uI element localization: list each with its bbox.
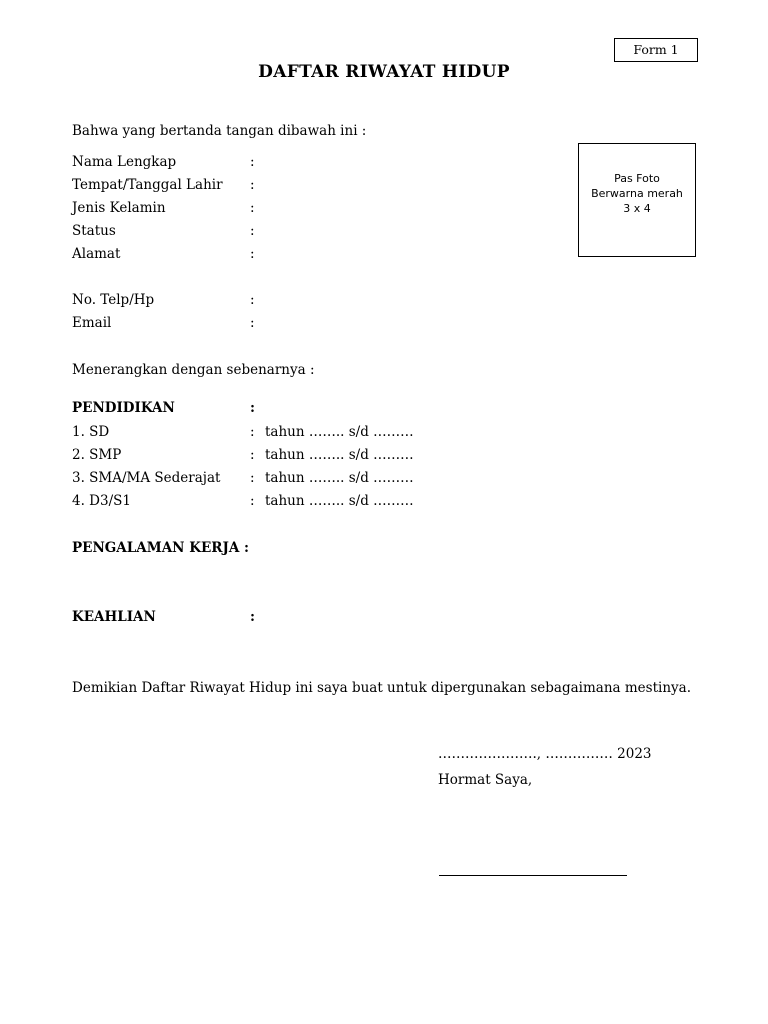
field-colon-phone: : [250, 292, 255, 308]
skills-heading-colon: : [250, 609, 255, 625]
field-label-email: Email [72, 315, 112, 331]
education-row-colon: : [250, 424, 255, 440]
signature-line [439, 875, 627, 876]
education-row-label: 4. D3/S1 [72, 493, 131, 509]
education-row-value: tahun …….. s/d ……… [265, 493, 414, 509]
photo-placeholder-line-2: Berwarna merah [591, 187, 683, 200]
field-colon-birth-place-date: : [250, 177, 255, 193]
education-row-colon: : [250, 493, 255, 509]
field-label-address: Alamat [72, 246, 121, 262]
field-label-status: Status [72, 223, 116, 239]
closing-paragraph: Demikian Daftar Riwayat Hidup ini saya buat untuk dipergunakan sebagaimana mestinya. [72, 680, 691, 696]
field-label-gender: Jenis Kelamin [72, 200, 166, 216]
field-colon-gender: : [250, 200, 255, 216]
statement-text: Menerangkan dengan sebenarnya : [72, 362, 315, 378]
education-heading-colon: : [250, 400, 255, 416]
photo-placeholder-box [578, 143, 696, 257]
education-row-value: tahun …….. s/d ……… [265, 447, 414, 463]
education-row-value: tahun …….. s/d ……… [265, 470, 414, 486]
education-row-label: 2. SMP [72, 447, 122, 463]
work-experience-heading: PENGALAMAN KERJA : [72, 540, 249, 556]
document-title: DAFTAR RIWAYAT HIDUP [258, 62, 510, 82]
place-date-line: …………………., …………… 2023 [438, 746, 652, 762]
field-label-birth-place-date: Tempat/Tanggal Lahir [72, 177, 223, 193]
field-label-phone: No. Telp/Hp [72, 292, 155, 308]
regards-text: Hormat Saya, [438, 772, 533, 788]
education-row-colon: : [250, 447, 255, 463]
education-row-label: 3. SMA/MA Sederajat [72, 470, 221, 486]
photo-placeholder-line-3: 3 x 4 [623, 202, 651, 215]
field-colon-email: : [250, 315, 255, 331]
education-row-label: 1. SD [72, 424, 110, 440]
photo-placeholder-line-1: Pas Foto [614, 172, 660, 185]
form-number-box [614, 38, 698, 62]
field-colon-status: : [250, 223, 255, 239]
education-row-value: tahun …….. s/d ……… [265, 424, 414, 440]
field-colon-address: : [250, 246, 255, 262]
education-row-colon: : [250, 470, 255, 486]
field-colon-full-name: : [250, 154, 255, 170]
intro-text: Bahwa yang bertanda tangan dibawah ini : [72, 123, 367, 139]
field-label-full-name: Nama Lengkap [72, 154, 177, 170]
form-number-label: Form 1 [633, 42, 679, 57]
education-heading: PENDIDIKAN [72, 400, 175, 416]
skills-heading: KEAHLIAN [72, 609, 156, 625]
